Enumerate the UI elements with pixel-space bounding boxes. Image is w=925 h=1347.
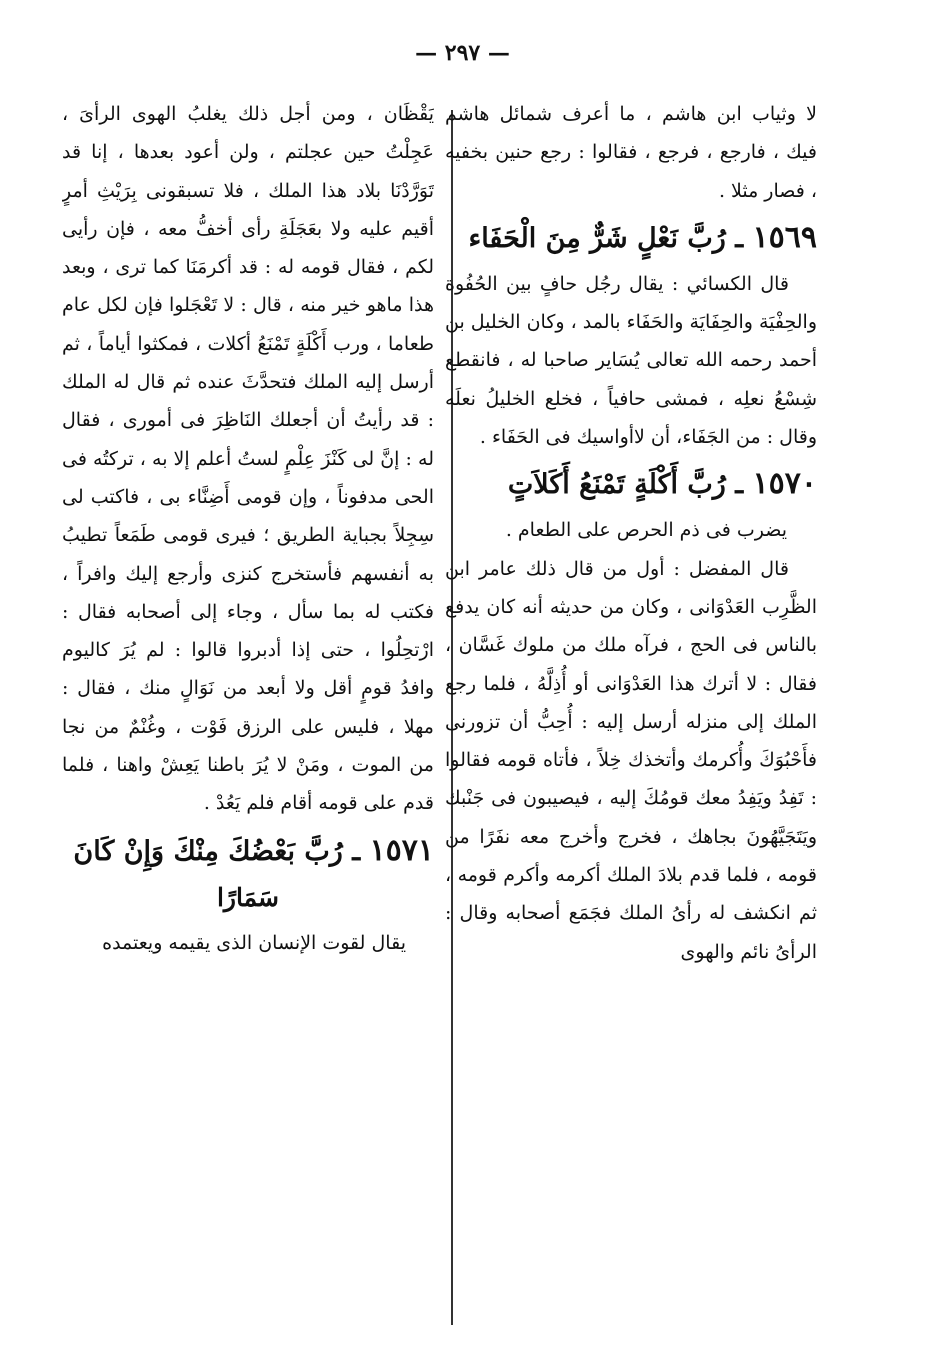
page-number: — ٢٩٧ — (415, 40, 510, 66)
entry-dash: ـ (342, 835, 361, 867)
entry-heading-1571 (62, 829, 434, 874)
intro-paragraph: لا وثياب ابن هاشم ، ما أعرف شمائل هاشم فيك ، فارجع ، فرجع ، فقالوا : رجع حنين بخفيه ، فصار مثلا . (445, 103, 817, 202)
entry-title: رُبَّ نَعْلٍ شَرٌّ مِنَ الْحَفَاء (468, 222, 726, 254)
left-column (62, 95, 434, 1325)
entry-number: ١٥٧١ (369, 832, 434, 868)
right-column (445, 95, 817, 1325)
entry-body-1571: يقال لقوت الإنسان الذى يقيمه ويعتمده (102, 931, 406, 954)
entry-body-1570: قال المفضل : أول من قال ذلك عامر ابن الظَّرِب العَدْوَانى ، وكان من حديثه أنه كان يدفع بالناس فى الحج ، فرآه ملك من ملوك غَسَّان ، فقال : لا أترك هذا العَدْوَانى أو أُذِلَّهُ ، فلما رجع الملك إلى منزله أرسل إليه : أُحِبُّ أن تزورنى فأَحْبُوَكَ وأُكرمك وأتخذك خِلاً ، فأتاه قومه فقالوا : تَفِدُ ويَفِدُ معك قومُكَ إليه ، فيصيبون فى جَنْبك ويَتَجَيَّهُونَ بجاهك ، فخرج وأخرج معه نفَرًا من قومه ، فلما قدم بلادَ الملك أكرمه وأكرم قومه ، ثم انكشف له رأىُ الملك فجَمَع أصحابه وقال : الرأىُ نائم والهوى (445, 557, 817, 963)
entry-dash: ـ (725, 469, 744, 501)
entry-heading-1570 (445, 462, 817, 507)
entry-dash: ـ (725, 222, 744, 254)
entry-number: ١٥٧٠ (752, 466, 817, 502)
entry-number: ١٥٦٩ (752, 219, 817, 255)
entry-body-1569: قال الكسائي : يقال رجُل حافٍ بين الحُفُوة والحِفْيَة والحِفَايَة والحَفَاء بالمد ، وكان الخليل بن أحمد رحمه الله تعالى يُسَاير صاحبا له ، فانقطع شِسْعُ نعلِه ، فمشى حافياً ، فخلع الخليلُ نعلَه وقال : من الجَفَاء، أن لاأواسيك فى الحَفَاء . (445, 272, 817, 449)
entry-title: رُبَّ أَكْلَةٍ تَمْنَعُ أَكَلاَتٍ (507, 469, 726, 501)
entry-title: رُبَّ بَعْضُكَ مِنْكَ وَإِنْ كَانَ (73, 835, 343, 867)
proverb-note-1570: يضرب فى ذم الحرص على الطعام . (505, 519, 787, 542)
entry-heading-1569 (445, 216, 817, 261)
entry-title-continued: سَمَارًا (216, 882, 280, 912)
continuation-paragraph: يَقْظَان ، ومن أجل ذلك يغلبُ الهوى الرأىَ ، عَجِلْتُ حين عجلتم ، ولن أعود بعدها ، إنا قد تَوَرَّدْنَا بلاد هذا الملك ، فلا تسبقونى بِرَيْثِ أمرٍ أقيم عليه ولا بعَجَلَةِ رأى أخفُّ معه ، فإن رأيى لكم ، فقال قومه له : قد أكرمَنَا كما ترى ، وبعد هذا ماهو خير منه ، قال : لا تَعْجَلوا فإن لكل عام طعاما ، ورب أَكْلَةٍ تَمْنَعُ أكلات ، فمكثوا أياماً ، ثم أرسل إليه الملك فتحدَّثَ عنده ثم قال له الملك : قد رأيتُ أن أجعلك النَاظِرَ فى أمورى ، فقال له : إنَّ لى كَنْزَ عِلْمٍ لستُ أعلم إلا به ، تركتُه فى الحى مدفوناً ، وإن قومى أَضِنَّاء بى ، فاكتب لى سِجِلاً بجباية الطريق ؛ فيرى قومى طَمَعاً تطيبُ به أنفسهم فأستخرج كنزى وأرجع إليك وافراً ، فكتب له بما سأل ، وجاء إلى أصحابه فقال : ارْتحِلُوا ، حتى إذا أدبروا قالوا : لم يُرَ كاليوم وافدُ قومٍ أقل ولا أبعد من نَوَالٍ منك ، فقال : مهلا ، فليس على الرزق فَوْت ، وغُنْمٌ من نجا من الموت ، ومَنْ لا يُرَ باطنا يَعِشْ واهنا ، فلما قدم على قومه أقام فلم يَعُدْ . (62, 103, 434, 815)
